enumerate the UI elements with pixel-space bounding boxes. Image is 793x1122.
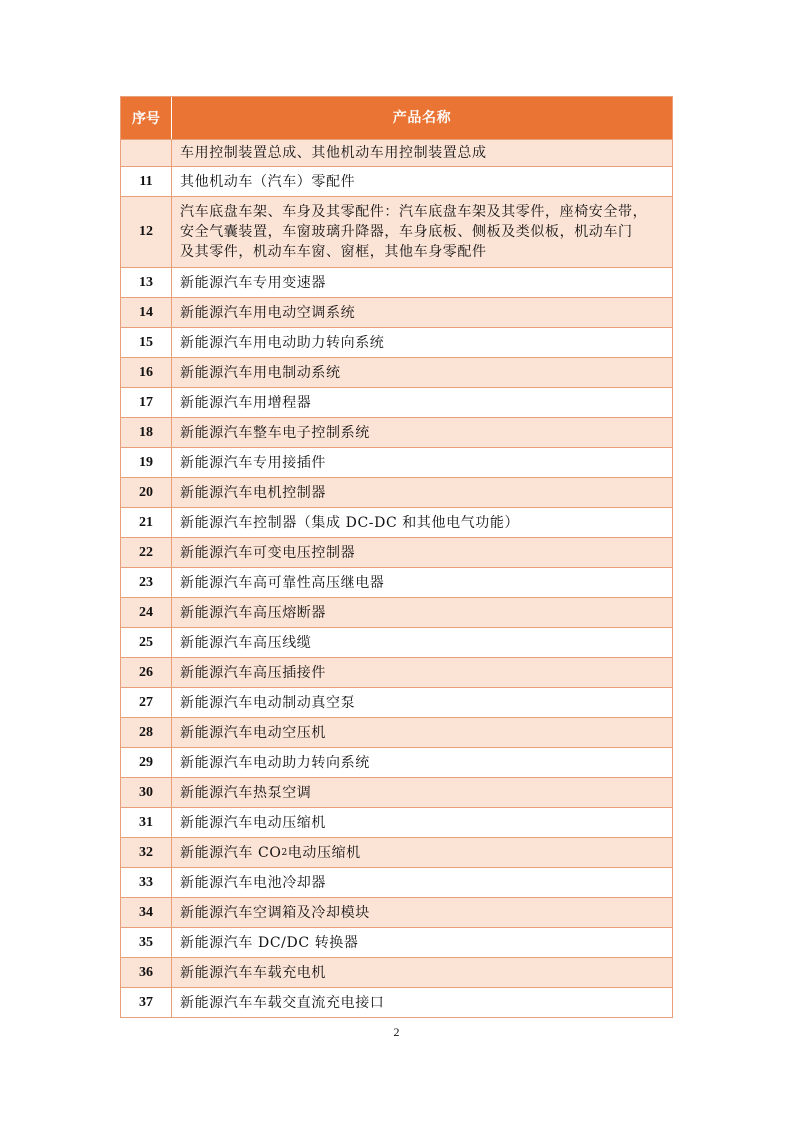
table-row xyxy=(121,867,672,897)
row-number: 32 xyxy=(121,838,172,867)
table-row xyxy=(121,327,672,357)
row-name: 新能源汽车电动空压机 xyxy=(180,724,326,741)
table-row xyxy=(121,166,672,196)
row-number: 23 xyxy=(121,568,172,597)
row-number: 20 xyxy=(121,478,172,507)
table-row xyxy=(121,196,672,267)
row-number: 12 xyxy=(121,197,172,267)
row-number: 33 xyxy=(121,868,172,897)
row-name-line: 汽车底盘车架、车身及其零配件：汽车底盘车架及其零件，座椅安全带， xyxy=(180,204,648,220)
table-row xyxy=(121,507,672,537)
table-row xyxy=(121,297,672,327)
table-row xyxy=(121,417,672,447)
table-row xyxy=(121,957,672,987)
row-number: 17 xyxy=(121,388,172,417)
row-number: 15 xyxy=(121,328,172,357)
row-name: 新能源汽车电池冷却器 xyxy=(180,874,326,891)
row-number xyxy=(121,140,172,166)
row-number: 26 xyxy=(121,658,172,687)
row-number: 31 xyxy=(121,808,172,837)
row-name: 新能源汽车空调箱及冷却模块 xyxy=(180,904,370,921)
row-name-line: 安全气囊装置，车窗玻璃升降器，车身底板、侧板及类似板，机动车门 xyxy=(180,224,633,240)
row-name: 新能源汽车车载充电机 xyxy=(180,964,326,981)
table-row xyxy=(121,747,672,777)
table-row xyxy=(121,987,672,1017)
row-number: 13 xyxy=(121,268,172,297)
table-row xyxy=(121,387,672,417)
row-number: 34 xyxy=(121,898,172,927)
row-name: 新能源汽车电动制动真空泵 xyxy=(180,694,356,711)
row-name: 其他机动车（汽车）零配件 xyxy=(180,173,356,190)
row-number: 18 xyxy=(121,418,172,447)
row-name-text: 新能源汽车 CO xyxy=(180,844,282,861)
row-name: 新能源汽车可变电压控制器 xyxy=(180,544,356,561)
row-name: 新能源汽车电机控制器 xyxy=(180,484,326,501)
row-number: 35 xyxy=(121,928,172,957)
header-serial: 序号 xyxy=(121,97,172,139)
row-name: 新能源汽车热泵空调 xyxy=(180,784,312,801)
row-number: 28 xyxy=(121,718,172,747)
row-name: 新能源汽车高可靠性高压继电器 xyxy=(180,574,385,591)
row-name: 新能源汽车用电动空调系统 xyxy=(180,304,356,321)
row-name: 新能源汽车车载交直流充电接口 xyxy=(180,994,385,1011)
table-row xyxy=(121,807,672,837)
row-name: 新能源汽车用电制动系统 xyxy=(180,364,341,381)
product-table xyxy=(120,96,673,1018)
row-name: 新能源汽车高压插接件 xyxy=(180,664,326,681)
table-row xyxy=(121,139,672,166)
row-number: 22 xyxy=(121,538,172,567)
row-name: 新能源汽车控制器（集成 DC-DC 和其他电气功能） xyxy=(180,514,520,531)
row-number: 24 xyxy=(121,598,172,627)
row-number: 21 xyxy=(121,508,172,537)
row-name: 新能源汽车高压线缆 xyxy=(180,634,312,651)
row-name: 新能源汽车用增程器 xyxy=(180,394,312,411)
table-row xyxy=(121,357,672,387)
table-row xyxy=(121,477,672,507)
row-name: 新能源汽车电动压缩机 xyxy=(180,814,326,831)
row-number: 27 xyxy=(121,688,172,717)
row-name: 新能源汽车 DC/DC 转换器 xyxy=(180,934,359,951)
row-number: 11 xyxy=(121,167,172,196)
table-row xyxy=(121,597,672,627)
table-row xyxy=(121,657,672,687)
header-product-name: 产品名称 xyxy=(392,110,452,126)
table-row xyxy=(121,717,672,747)
row-name xyxy=(172,838,672,867)
table-row xyxy=(121,567,672,597)
table-row xyxy=(121,687,672,717)
table-row xyxy=(121,627,672,657)
row-name-text: 电动压缩机 xyxy=(287,844,361,861)
row-number: 37 xyxy=(121,988,172,1017)
table-row xyxy=(121,777,672,807)
row-name: 新能源汽车电动助力转向系统 xyxy=(180,754,370,771)
row-name: 新能源汽车整车电子控制系统 xyxy=(180,424,370,441)
table-row xyxy=(121,897,672,927)
row-number: 30 xyxy=(121,778,172,807)
row-number: 14 xyxy=(121,298,172,327)
table-row xyxy=(121,447,672,477)
row-name: 新能源汽车用电动助力转向系统 xyxy=(180,334,385,351)
row-name-subscript: 2 xyxy=(281,847,288,858)
table-row xyxy=(121,837,672,867)
table-row xyxy=(121,537,672,567)
row-number: 36 xyxy=(121,958,172,987)
row-name: 新能源汽车专用变速器 xyxy=(180,274,326,291)
row-number: 19 xyxy=(121,448,172,477)
page-number: 2 xyxy=(393,1025,400,1039)
row-name xyxy=(172,197,672,267)
row-number: 29 xyxy=(121,748,172,777)
row-name-line: 及其零件，机动车车窗、窗框，其他车身零配件 xyxy=(180,244,487,260)
row-name: 新能源汽车高压熔断器 xyxy=(180,604,326,621)
row-name: 车用控制装置总成、其他机动车用控制装置总成 xyxy=(180,145,487,161)
row-name: 新能源汽车专用接插件 xyxy=(180,454,326,471)
table-row xyxy=(121,927,672,957)
row-number: 16 xyxy=(121,358,172,387)
table-row xyxy=(121,267,672,297)
row-number: 25 xyxy=(121,628,172,657)
table-header xyxy=(121,97,672,139)
